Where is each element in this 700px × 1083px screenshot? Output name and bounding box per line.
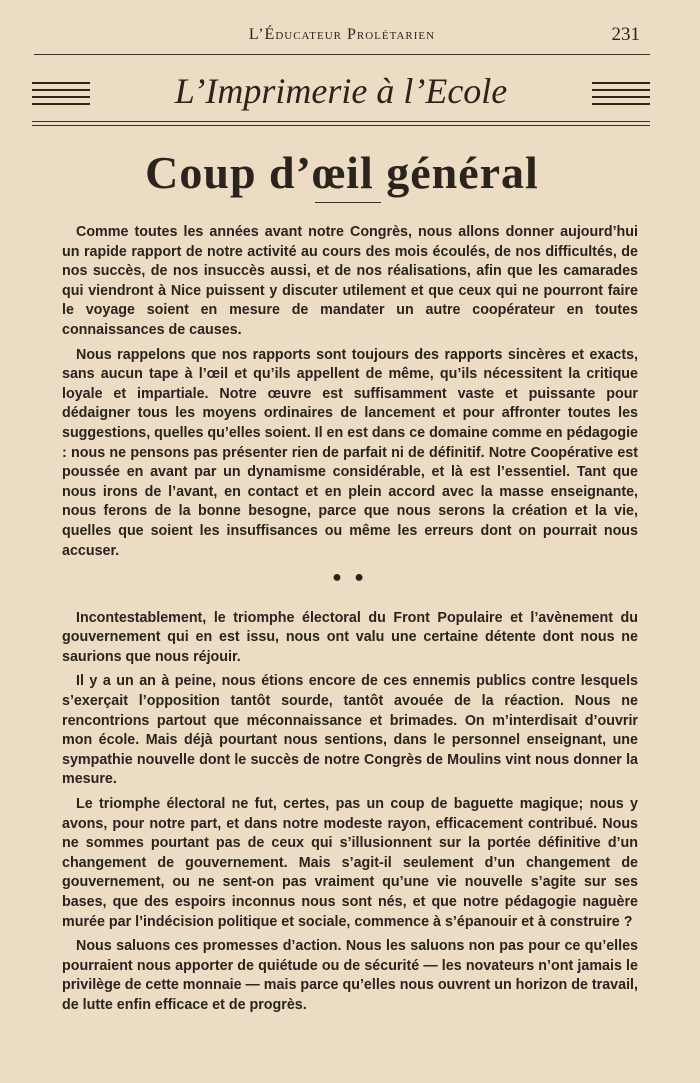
- page-number: 231: [611, 24, 640, 45]
- article-title: Coup d’œil général: [145, 147, 539, 198]
- paragraph-2: Nous rappelons que nos rapports sont toujours des rapports sincères et exacts, sans aucun tape à l’œil et qu’ils appellent de même, qu’ils nécessitent la critique loyale et impartiale. Notre œuvre est suffisamment vaste et puissante pour dédaigner tous les moyens ordinaires de lancement et pour affronter toutes les suggestions, quelles qu’elles soient. Il en est dans ce domaine comme en pédagogie : nous ne pensons pas présenter rien de parfait ni de définitif. Notre Coopérative est poussée en avant par un dynamisme considérable, et là est l’essentiel. Tant que nous irons de l’avant, en contact et en plein accord avec la masse enseignante, nous ferons de la bonne besogne, parce que nous serons la création et la vie, quelles que soient les insuffisances ou même les erreurs dont on pourrait nous accuser.: [62, 346, 639, 559]
- journal-title: L’Éducateur Prolétarien: [248, 26, 436, 43]
- section-rule: [32, 121, 650, 122]
- article-body: [62, 223, 638, 1021]
- running-header: [34, 24, 650, 55]
- title-underline: [315, 202, 381, 203]
- section-banner: [32, 72, 650, 122]
- paragraph-6: Nous saluons ces promesses d’action. Nous les saluons non pas pour ce qu’elles pourraient nous apporter de quiétude ou de sécurité — les novateurs n’ont jamais le privilège de cette monnaie — mais parce qu’elles nous ouvrent un horizon de travail, de lutte enfin efficace et de progrès.: [62, 938, 638, 1013]
- paragraph-5: Le triomphe électoral ne fut, certes, pas un coup de baguette magique; nous y avons, pour notre part, et dans notre modeste rayon, efficacement contribué. Nous ne sommes pourtant pas de ceux qui s’illusionnent sur la portée définitive d’un changement de gouvernement. Mais s’agit-il seulement d’un changement de gouvernement, ou ne sent-on pas vraiment qu’une vie nouvelle s’agite sur ses bases, que des espoirs inconnus nous sont nés, et que notre pédagogie naguère murée par l’indécision politique et sociale, commence à s’épanouir et à construire ?: [62, 796, 638, 930]
- paragraph-4: Il y a un an à peine, nous étions encore de ces ennemis publics contre lesquels s’exerçait l’opposition tantôt sourde, tantôt avouée de la réaction. Nous ne rencontrions partout que méconnaissance et brimades. On m’interdisait d’ouvrir mon école. Mais déjà pourtant nous sentions, dans le personnel enseignant, une sympathie nouvelle dont le succès de notre Congrès de Moulins vint nous donner la mesure.: [62, 673, 638, 788]
- decorative-rules-right: [592, 82, 650, 110]
- decorative-rules-left: [32, 82, 90, 110]
- section-separator: ● ●: [332, 569, 368, 587]
- section-title: L’Imprimerie à l’Ecole: [174, 71, 508, 111]
- section-rule-second: [32, 125, 650, 126]
- paragraph-1: Comme toutes les années avant notre Congrès, nous allons donner aujourd’hui un rapide rapport de notre activité au cours des mois écoulés, de nos difficultés, de nos succès, de nos insuccès aussi, et de nos réalisations, afin que les camarades qui viendront à Nice puissent y discuter utilement et que ceux qui ne pourront faire le voyage soient en mesure de mandater un autre coopérateur en toutes connaissances de causes.: [62, 224, 638, 338]
- paragraph-3: Incontestablement, le triomphe électoral du Front Populaire et l’avènement du gouvernement qui en est issu, nous ont valu une certaine détente dont nous ne saurions que nous réjouir.: [62, 609, 638, 665]
